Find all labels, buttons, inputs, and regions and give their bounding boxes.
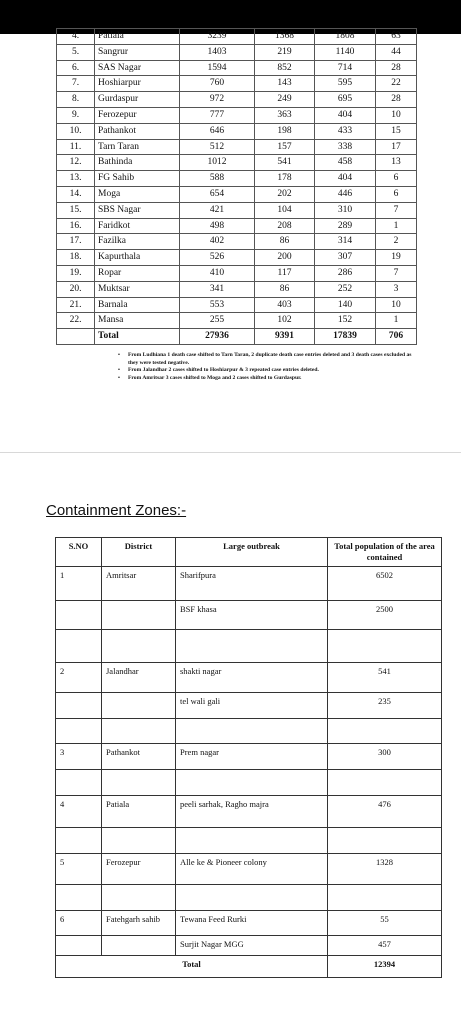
table-cell-c2: 178 <box>255 171 315 187</box>
table-cell-c1: 1594 <box>180 60 255 76</box>
table-row <box>57 265 417 281</box>
section-divider <box>0 452 461 453</box>
table-cell-district: Kapurthala <box>95 250 180 266</box>
table-row <box>57 250 417 266</box>
note-item <box>118 367 418 375</box>
total-cell-label: Total <box>95 329 180 345</box>
total-row <box>57 329 417 345</box>
notes-list <box>118 352 418 382</box>
bullet-icon: • <box>118 367 120 374</box>
table-cell-c3: 140 <box>315 297 376 313</box>
table-cell-c3: 433 <box>315 123 376 139</box>
table-row <box>57 107 417 123</box>
table-cell-district: SBS Nagar <box>95 202 180 218</box>
table-cell-sno: 22. <box>57 313 95 329</box>
table-cell-district: Fatehgarh sahib <box>102 911 176 936</box>
table-cell-sno: 15. <box>57 202 95 218</box>
total-row <box>56 956 442 978</box>
table-cell-district <box>102 630 176 663</box>
table-cell-c2: 852 <box>255 60 315 76</box>
table-cell-sno: 1 <box>56 567 102 601</box>
table-cell-district: Pathankot <box>102 744 176 770</box>
bullet-icon: • <box>118 352 120 358</box>
table-cell-c4: 6 <box>376 186 417 202</box>
table-cell-sno: 10. <box>57 123 95 139</box>
table-cell-c3: 446 <box>315 186 376 202</box>
table-cell-c4: 13 <box>376 155 417 171</box>
table-cell-sno: 8. <box>57 92 95 108</box>
table-cell-c4: 10 <box>376 107 417 123</box>
table-cell-population <box>328 719 442 744</box>
table-cell-c1: 421 <box>180 202 255 218</box>
table-cell-sno: 2 <box>56 663 102 693</box>
table-cell-c1: 498 <box>180 218 255 234</box>
table-cell-c2: 403 <box>255 297 315 313</box>
table-cell-sno: 13. <box>57 171 95 187</box>
table-cell-c3: 152 <box>315 313 376 329</box>
table-cell-c3: 1140 <box>315 44 376 60</box>
table-cell-population: 541 <box>328 663 442 693</box>
table-cell-c1: 341 <box>180 281 255 297</box>
table-cell-c4: 28 <box>376 60 417 76</box>
table-cell-sno: 20. <box>57 281 95 297</box>
table-cell-district: Patiala <box>102 796 176 828</box>
table-cell-district <box>102 601 176 630</box>
table-cell-outbreak <box>176 630 328 663</box>
table-cell-district: Barnala <box>95 297 180 313</box>
table-row <box>56 719 442 744</box>
table-cell-population: 235 <box>328 693 442 719</box>
note-text: From Ludhiana 1 death case shifted to Tarn Taran, 2 duplicate death case entries deleted and 3 death cases excluded as they were tested negative. <box>128 352 412 366</box>
table-cell-c2: 86 <box>255 281 315 297</box>
table-cell-district <box>102 770 176 796</box>
table-cell-c2: 86 <box>255 234 315 250</box>
table-cell-population: 6502 <box>328 567 442 601</box>
table-cell-c4: 3 <box>376 281 417 297</box>
table-cell-sno: 14. <box>57 186 95 202</box>
table-row <box>57 44 417 60</box>
table-cell-c1: 255 <box>180 313 255 329</box>
table-cell-c3: 338 <box>315 139 376 155</box>
table-row <box>56 796 442 828</box>
table-cell-population: 55 <box>328 911 442 936</box>
table-cell-c3: 1808 <box>315 29 376 45</box>
containment-zones-title: Containment Zones:- <box>46 502 187 519</box>
total-label: Total <box>56 956 328 978</box>
table-cell-sno: 18. <box>57 250 95 266</box>
table-cell-c2: 198 <box>255 123 315 139</box>
table-cell-sno <box>56 885 102 911</box>
table-row <box>57 92 417 108</box>
table-cell-c3: 714 <box>315 60 376 76</box>
table-row <box>56 567 442 601</box>
table-cell-outbreak <box>176 770 328 796</box>
header-population: Total population of the area contained <box>328 538 442 567</box>
table-cell-c3: 314 <box>315 234 376 250</box>
table-row <box>56 744 442 770</box>
table-cell-district: Patiala <box>95 29 180 45</box>
table-cell-district: Ferozepur <box>102 854 176 885</box>
table-cell-c2: 104 <box>255 202 315 218</box>
table-cell-sno: 17. <box>57 234 95 250</box>
table-cell-population <box>328 885 442 911</box>
table-cell-c4: 1 <box>376 218 417 234</box>
table-cell-c2: 200 <box>255 250 315 266</box>
table-cell-c4: 63 <box>376 29 417 45</box>
table-cell-c4: 10 <box>376 297 417 313</box>
table-cell-c3: 286 <box>315 265 376 281</box>
table-cell-population: 1328 <box>328 854 442 885</box>
header-sno: S.NO <box>56 538 102 567</box>
table-row <box>56 854 442 885</box>
table-row <box>56 693 442 719</box>
table-cell-outbreak: peeli sarhak, Ragho majra <box>176 796 328 828</box>
district-cases-table <box>56 28 417 345</box>
table-cell-sno <box>56 770 102 796</box>
table-cell-sno <box>56 630 102 663</box>
table-row <box>57 202 417 218</box>
table-cell-c2: 541 <box>255 155 315 171</box>
table-cell-sno: 6. <box>57 60 95 76</box>
table-cell-c4: 6 <box>376 171 417 187</box>
table-cell-sno: 16. <box>57 218 95 234</box>
table-cell-outbreak: Sharifpura <box>176 567 328 601</box>
table-header-row <box>56 538 442 567</box>
total-cell-c2: 9391 <box>255 329 315 345</box>
table-row <box>57 281 417 297</box>
table-cell-c2: 249 <box>255 92 315 108</box>
total-cell-c4: 706 <box>376 329 417 345</box>
table-cell-c3: 289 <box>315 218 376 234</box>
table-row <box>56 936 442 956</box>
table-cell-c1: 760 <box>180 76 255 92</box>
table-cell-c1: 1012 <box>180 155 255 171</box>
note-text: From Jalandhar 2 cases shifted to Hoshiarpur & 3 repeated case entries deleted. <box>128 367 319 374</box>
table-cell-c1: 410 <box>180 265 255 281</box>
table-cell-sno: 19. <box>57 265 95 281</box>
table-cell-population: 300 <box>328 744 442 770</box>
table-cell-blank <box>57 329 95 345</box>
table-cell-c2: 102 <box>255 313 315 329</box>
table-row <box>57 313 417 329</box>
table-cell-c4: 15 <box>376 123 417 139</box>
table-row <box>57 234 417 250</box>
table-cell-population <box>328 770 442 796</box>
table-cell-district: Gurdaspur <box>95 92 180 108</box>
table-cell-population: 2500 <box>328 601 442 630</box>
total-cell-c1: 27936 <box>180 329 255 345</box>
table-row <box>57 123 417 139</box>
table-cell-outbreak: Alle ke & Pioneer colony <box>176 854 328 885</box>
table-cell-district: Sangrur <box>95 44 180 60</box>
table-cell-c3: 252 <box>315 281 376 297</box>
table-cell-district <box>102 693 176 719</box>
table-row <box>57 139 417 155</box>
total-cell-c3: 17839 <box>315 329 376 345</box>
note-text: From Amritsar 3 cases shifted to Moga and 2 cases shifted to Gurdaspur. <box>128 374 302 381</box>
table-cell-sno: 4. <box>57 29 95 45</box>
table-cell-c4: 28 <box>376 92 417 108</box>
table-cell-c1: 3239 <box>180 29 255 45</box>
table-cell-outbreak: Surjit Nagar MGG <box>176 936 328 956</box>
bullet-icon: • <box>118 374 120 381</box>
table-cell-c4: 7 <box>376 265 417 281</box>
table-cell-outbreak <box>176 828 328 854</box>
table-cell-sno <box>56 601 102 630</box>
table-cell-c3: 695 <box>315 92 376 108</box>
table-cell-district: Fazilka <box>95 234 180 250</box>
table-cell-district: Mansa <box>95 313 180 329</box>
table-row <box>57 155 417 171</box>
table-cell-district <box>102 936 176 956</box>
note-item <box>118 352 418 367</box>
table-cell-sno: 21. <box>57 297 95 313</box>
table-cell-sno: 7. <box>57 76 95 92</box>
table-cell-district <box>102 885 176 911</box>
table-cell-district: Muktsar <box>95 281 180 297</box>
table-cell-district: FG Sahib <box>95 171 180 187</box>
table-cell-outbreak: shakti nagar <box>176 663 328 693</box>
table-row <box>57 186 417 202</box>
table-cell-c1: 654 <box>180 186 255 202</box>
table-row <box>57 297 417 313</box>
table-cell-c4: 22 <box>376 76 417 92</box>
table-row <box>57 76 417 92</box>
table-row <box>57 218 417 234</box>
note-item <box>118 375 418 383</box>
table-cell-district: Pathankot <box>95 123 180 139</box>
table-cell-sno <box>56 719 102 744</box>
total-population: 12394 <box>328 956 442 978</box>
table-row <box>56 663 442 693</box>
table-cell-c1: 402 <box>180 234 255 250</box>
table-cell-sno: 6 <box>56 911 102 936</box>
table-cell-c1: 526 <box>180 250 255 266</box>
header-outbreak: Large outbreak <box>176 538 328 567</box>
table-cell-district: Hoshiarpur <box>95 76 180 92</box>
table-cell-c2: 219 <box>255 44 315 60</box>
table-cell-c2: 117 <box>255 265 315 281</box>
table-row <box>56 911 442 936</box>
table-cell-c3: 404 <box>315 171 376 187</box>
table-row <box>56 828 442 854</box>
table-cell-outbreak: Tewana Feed Rurki <box>176 911 328 936</box>
table-cell-outbreak: BSF khasa <box>176 601 328 630</box>
table-cell-c2: 363 <box>255 107 315 123</box>
table-cell-c2: 202 <box>255 186 315 202</box>
table-cell-c4: 17 <box>376 139 417 155</box>
table-cell-outbreak: Prem nagar <box>176 744 328 770</box>
table-cell-sno <box>56 693 102 719</box>
table-row <box>56 630 442 663</box>
table-cell-c1: 646 <box>180 123 255 139</box>
table-cell-district: Jalandhar <box>102 663 176 693</box>
table-cell-population <box>328 828 442 854</box>
table-cell-c3: 307 <box>315 250 376 266</box>
table-cell-district <box>102 828 176 854</box>
table-cell-c1: 777 <box>180 107 255 123</box>
table-cell-c2: 208 <box>255 218 315 234</box>
table-cell-c4: 44 <box>376 44 417 60</box>
table-cell-district: Ropar <box>95 265 180 281</box>
table-cell-c4: 7 <box>376 202 417 218</box>
table-cell-c1: 1403 <box>180 44 255 60</box>
table-cell-district: Moga <box>95 186 180 202</box>
table-cell-population: 476 <box>328 796 442 828</box>
containment-zones-table <box>55 537 442 978</box>
table-cell-c4: 1 <box>376 313 417 329</box>
table-cell-c3: 595 <box>315 76 376 92</box>
table-row <box>57 171 417 187</box>
table-row <box>56 601 442 630</box>
table-cell-outbreak: tel wali gali <box>176 693 328 719</box>
table-cell-district: Faridkot <box>95 218 180 234</box>
table-cell-district: Tarn Taran <box>95 139 180 155</box>
table-cell-c3: 310 <box>315 202 376 218</box>
table-cell-district: Bathinda <box>95 155 180 171</box>
table-cell-district: SAS Nagar <box>95 60 180 76</box>
table-row <box>57 60 417 76</box>
table-cell-c1: 972 <box>180 92 255 108</box>
table-cell-district: Ferozepur <box>95 107 180 123</box>
table-cell-population: 457 <box>328 936 442 956</box>
table-cell-sno: 5. <box>57 44 95 60</box>
header-district: District <box>102 538 176 567</box>
table-cell-c2: 157 <box>255 139 315 155</box>
table-cell-c1: 512 <box>180 139 255 155</box>
table-cell-district <box>102 719 176 744</box>
table-cell-c3: 404 <box>315 107 376 123</box>
table-cell-c1: 588 <box>180 171 255 187</box>
table-cell-sno: 3 <box>56 744 102 770</box>
table-row <box>57 29 417 45</box>
table-cell-c2: 1368 <box>255 29 315 45</box>
table-cell-sno: 4 <box>56 796 102 828</box>
table-cell-sno: 11. <box>57 139 95 155</box>
table-cell-sno: 9. <box>57 107 95 123</box>
table-cell-c1: 553 <box>180 297 255 313</box>
table-cell-sno <box>56 936 102 956</box>
table-cell-population <box>328 630 442 663</box>
table-cell-c4: 2 <box>376 234 417 250</box>
table-cell-c2: 143 <box>255 76 315 92</box>
table-cell-sno: 5 <box>56 854 102 885</box>
table-cell-outbreak <box>176 885 328 911</box>
table-cell-sno: 12. <box>57 155 95 171</box>
table-row <box>56 770 442 796</box>
table-cell-c4: 19 <box>376 250 417 266</box>
table-cell-sno <box>56 828 102 854</box>
table-row <box>56 885 442 911</box>
table-cell-outbreak <box>176 719 328 744</box>
table-cell-c3: 458 <box>315 155 376 171</box>
table-cell-district: Amritsar <box>102 567 176 601</box>
